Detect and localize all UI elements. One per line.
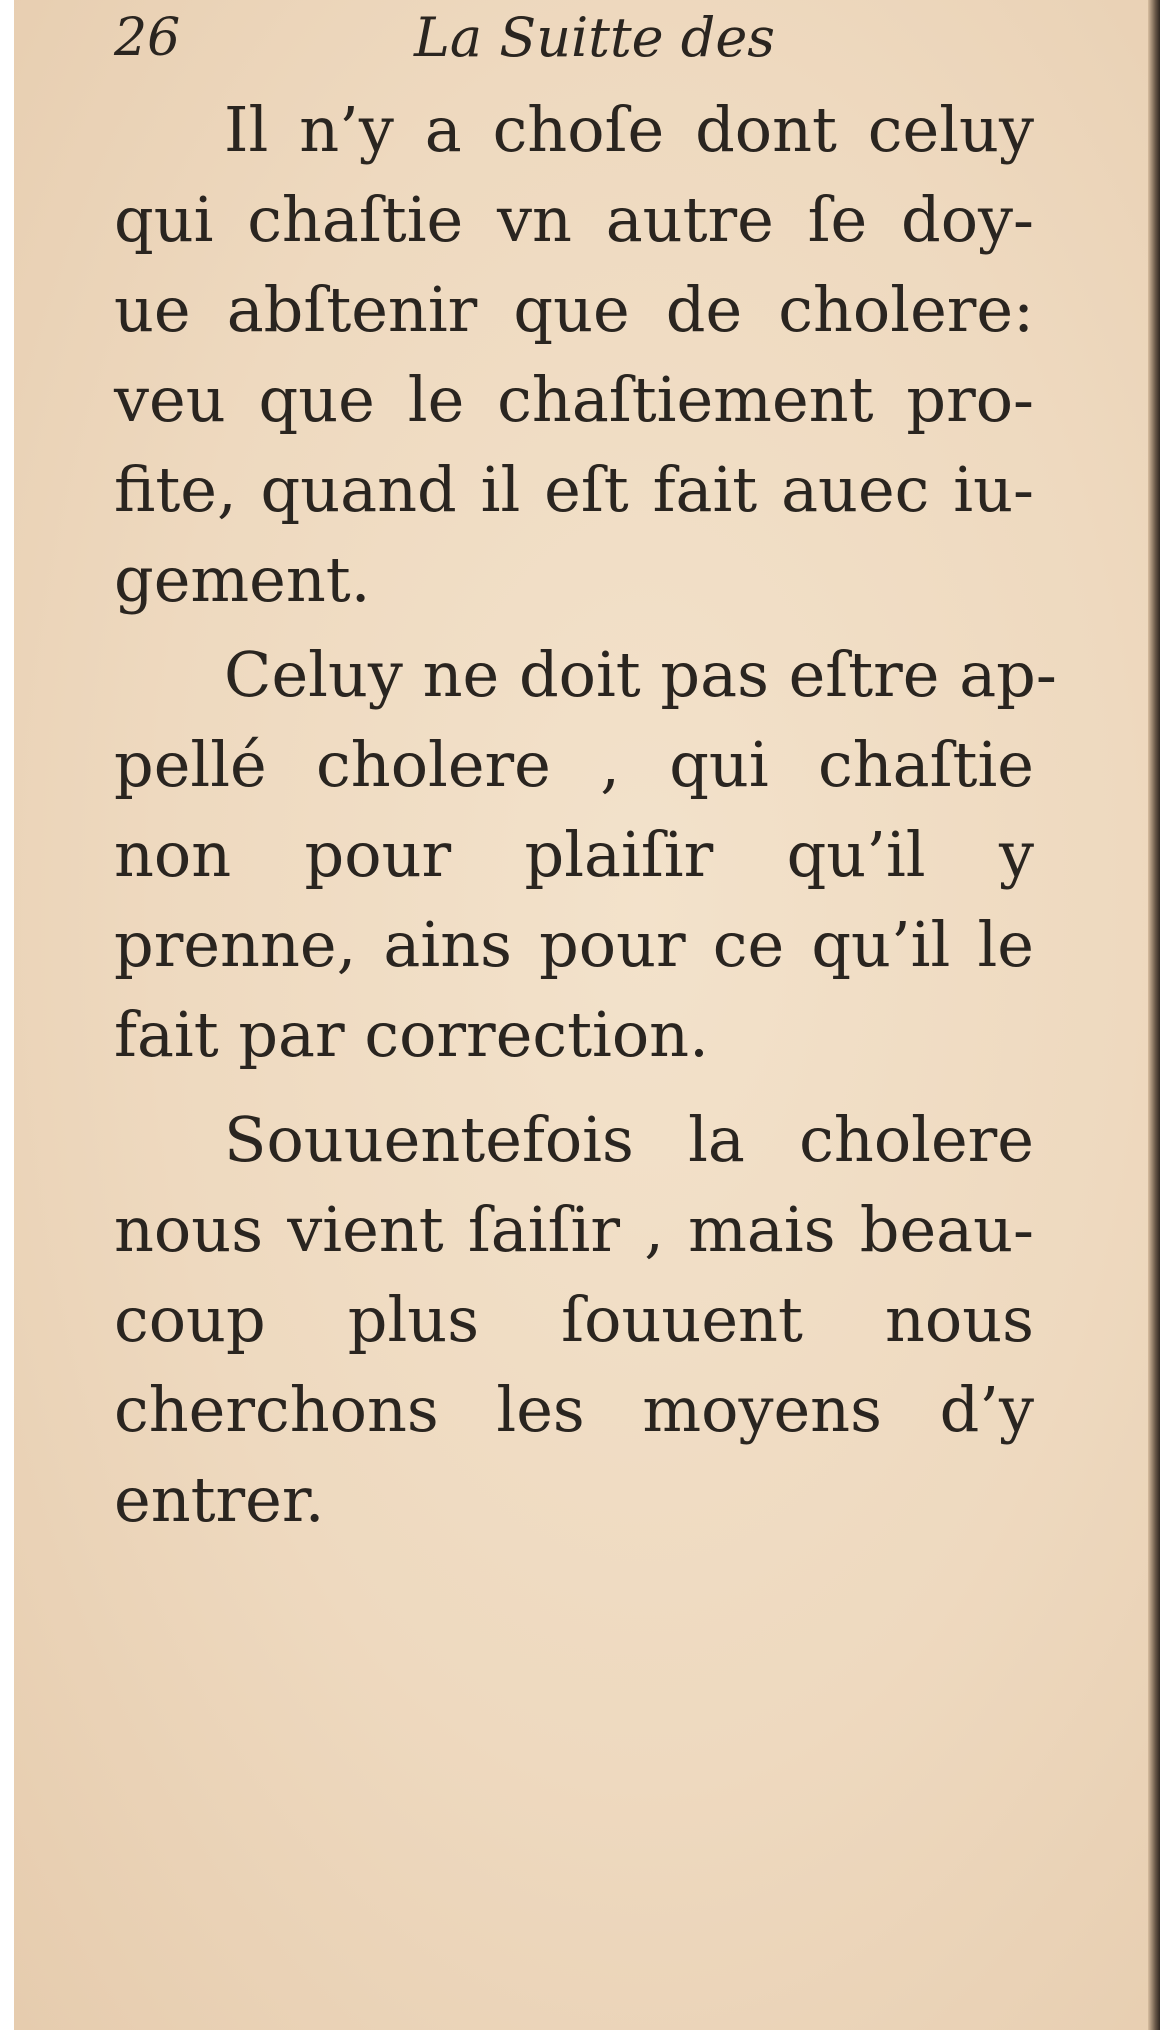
text-line: Il n’y a choſe dont celuy xyxy=(224,93,1034,166)
page-number: 26 xyxy=(114,8,181,68)
text-line: gement. xyxy=(114,543,371,616)
text-line: Souuentefois la cholere xyxy=(224,1103,1034,1176)
text-line: fait par correction. xyxy=(114,998,709,1071)
text-line: Celuy ne doit pas eſtre ap- xyxy=(224,638,1057,711)
text-line: prenne, ains pour ce qu’il le xyxy=(114,908,1034,981)
running-title: La Suitte des xyxy=(414,6,776,69)
text-line: veu que le chaſtiement pro- xyxy=(114,363,1034,436)
text-line: nous vient ſaiſir , mais beau- xyxy=(114,1193,1034,1266)
text-line: fite, quand il eſt fait auec iu- xyxy=(114,453,1034,526)
text-line: coup plus ſouuent nous xyxy=(114,1283,1034,1356)
text-line: non pour plaiſir qu’il y xyxy=(114,818,1034,891)
book-page xyxy=(14,0,1160,2030)
text-line: cherchons les moyens d’y xyxy=(114,1373,1034,1446)
text-line: qui chaſtie vn autre ſe doy- xyxy=(114,183,1034,256)
text-line: pellé cholere , qui chaſtie xyxy=(114,728,1034,801)
text-line: entrer. xyxy=(114,1463,325,1536)
page-edge xyxy=(1148,0,1160,2030)
text-line: ue abſtenir que de cholere: xyxy=(114,273,1034,346)
